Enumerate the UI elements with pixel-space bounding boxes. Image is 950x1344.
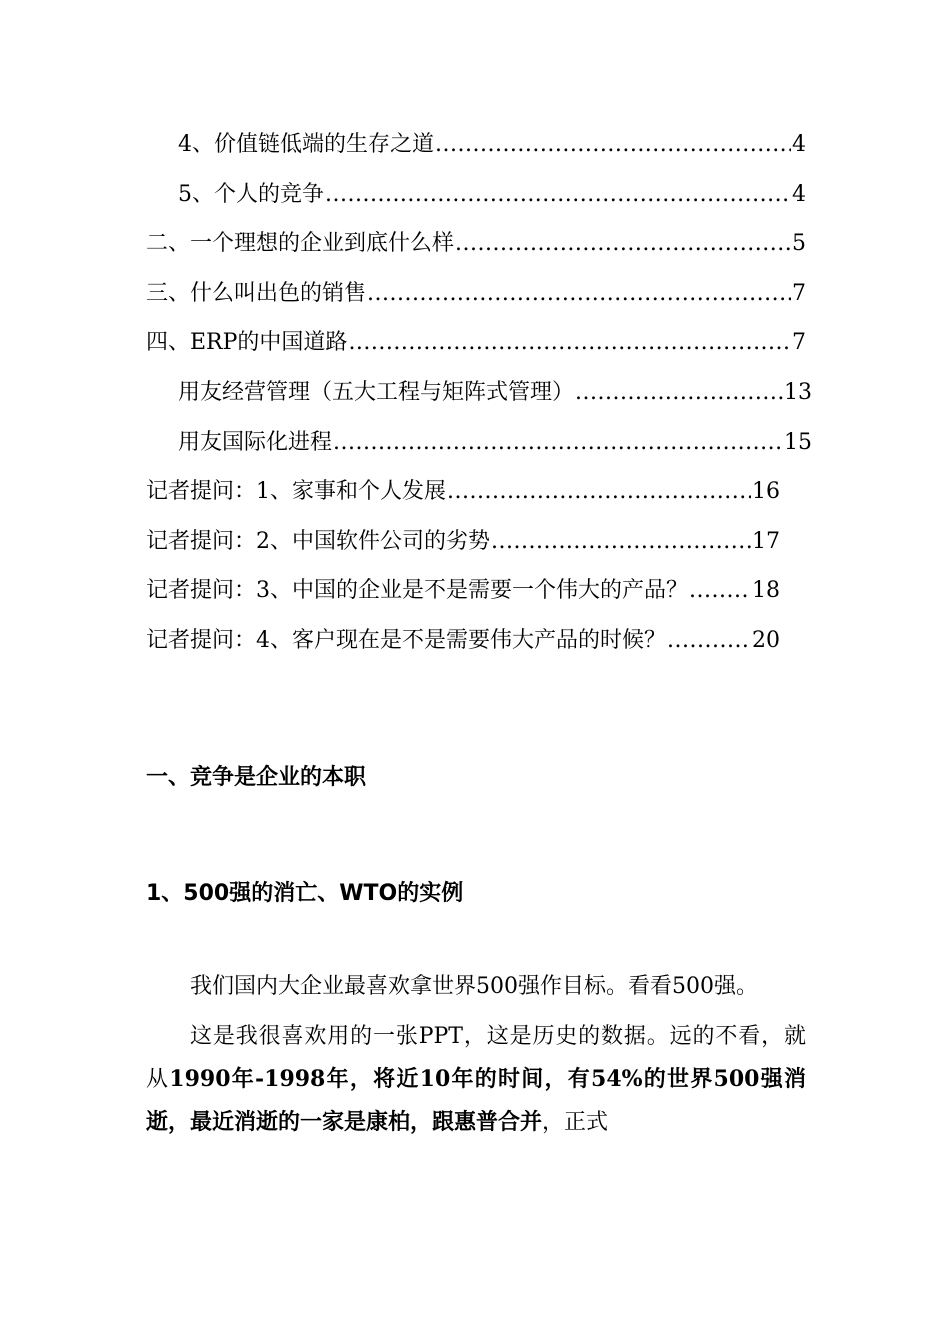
section-heading: 一、竞争是企业的本职 (146, 765, 367, 790)
toc-page-number: 4 (792, 132, 806, 157)
toc-entry[interactable] (146, 226, 806, 276)
toc-page-number: 7 (792, 330, 806, 356)
table-of-contents (146, 127, 812, 673)
toc-entry-title: 用友经营管理（五大工程与矩阵式管理） (178, 379, 575, 405)
toc-entry[interactable] (146, 425, 812, 475)
body-text (146, 966, 806, 1152)
toc-entry-title: 记者提问：2、中国软件公司的劣势 (146, 528, 490, 554)
toc-dot-leader (455, 231, 791, 256)
toc-entry-title: 四、ERP的中国道路 (146, 330, 348, 356)
toc-dot-leader (667, 628, 751, 653)
toc-entry[interactable] (146, 623, 780, 673)
paragraph-text: 这是我很喜欢用的一张PPT，这是历史的数据。远的不看，就从 (146, 1024, 806, 1092)
toc-entry-title: 记者提问：1、家事和个人发展 (146, 479, 446, 505)
toc-page-number: 17 (752, 528, 780, 554)
toc-entry-title: 用友国际化进程 (178, 429, 333, 455)
toc-page-number: 16 (752, 479, 780, 505)
toc-entry[interactable] (146, 325, 806, 375)
toc-dot-leader (447, 479, 751, 504)
toc-entry-title: 三、什么叫出色的销售 (146, 280, 367, 306)
toc-entry[interactable] (146, 177, 806, 227)
toc-entry-title: 记者提问：4、客户现在是不是需要伟大产品的时候？ (146, 627, 666, 653)
toc-page-number: 7 (792, 280, 806, 306)
toc-entry[interactable] (146, 573, 780, 623)
toc-dot-leader (491, 529, 751, 554)
toc-page-number: 13 (784, 379, 812, 405)
toc-dot-leader (325, 182, 791, 207)
toc-page-number: 18 (752, 578, 780, 604)
toc-page-number: 20 (752, 627, 780, 653)
bold-text: 1990年-1998年，将近10年的时间，有54%的世界500强消逝，最近消逝的一家是康柏，跟惠普合并 (146, 1066, 806, 1135)
toc-entry-title: 二、一个理想的企业到底什么样 (146, 231, 455, 257)
subsection-heading: 1、500强的消亡、WTO的实例 (146, 881, 464, 906)
toc-dot-leader (348, 330, 791, 355)
toc-dot-leader (435, 132, 791, 157)
toc-page-number: 15 (784, 429, 812, 455)
paragraph-text: ，正式 (542, 1110, 609, 1135)
toc-entry-title: 5、个人的竞争 (178, 181, 324, 207)
paragraph (146, 1016, 806, 1144)
toc-entry[interactable] (146, 127, 806, 177)
toc-dot-leader (333, 430, 783, 455)
toc-page-number: 5 (792, 231, 806, 257)
toc-dot-leader (575, 380, 783, 405)
toc-dot-leader (367, 281, 791, 306)
toc-entry-title: 4、价值链低端的生存之道 (178, 132, 434, 157)
toc-entry[interactable] (146, 524, 780, 574)
toc-entry[interactable] (146, 375, 812, 425)
toc-page-number: 4 (792, 181, 806, 207)
paragraph: 我们国内大企业最喜欢拿世界500强作目标。看看500强。 (190, 974, 758, 999)
toc-entry-title: 记者提问：3、中国的企业是不是需要一个伟大的产品？ (146, 578, 688, 604)
toc-entry[interactable] (146, 276, 806, 326)
toc-entry[interactable] (146, 474, 780, 524)
toc-dot-leader (689, 578, 751, 603)
